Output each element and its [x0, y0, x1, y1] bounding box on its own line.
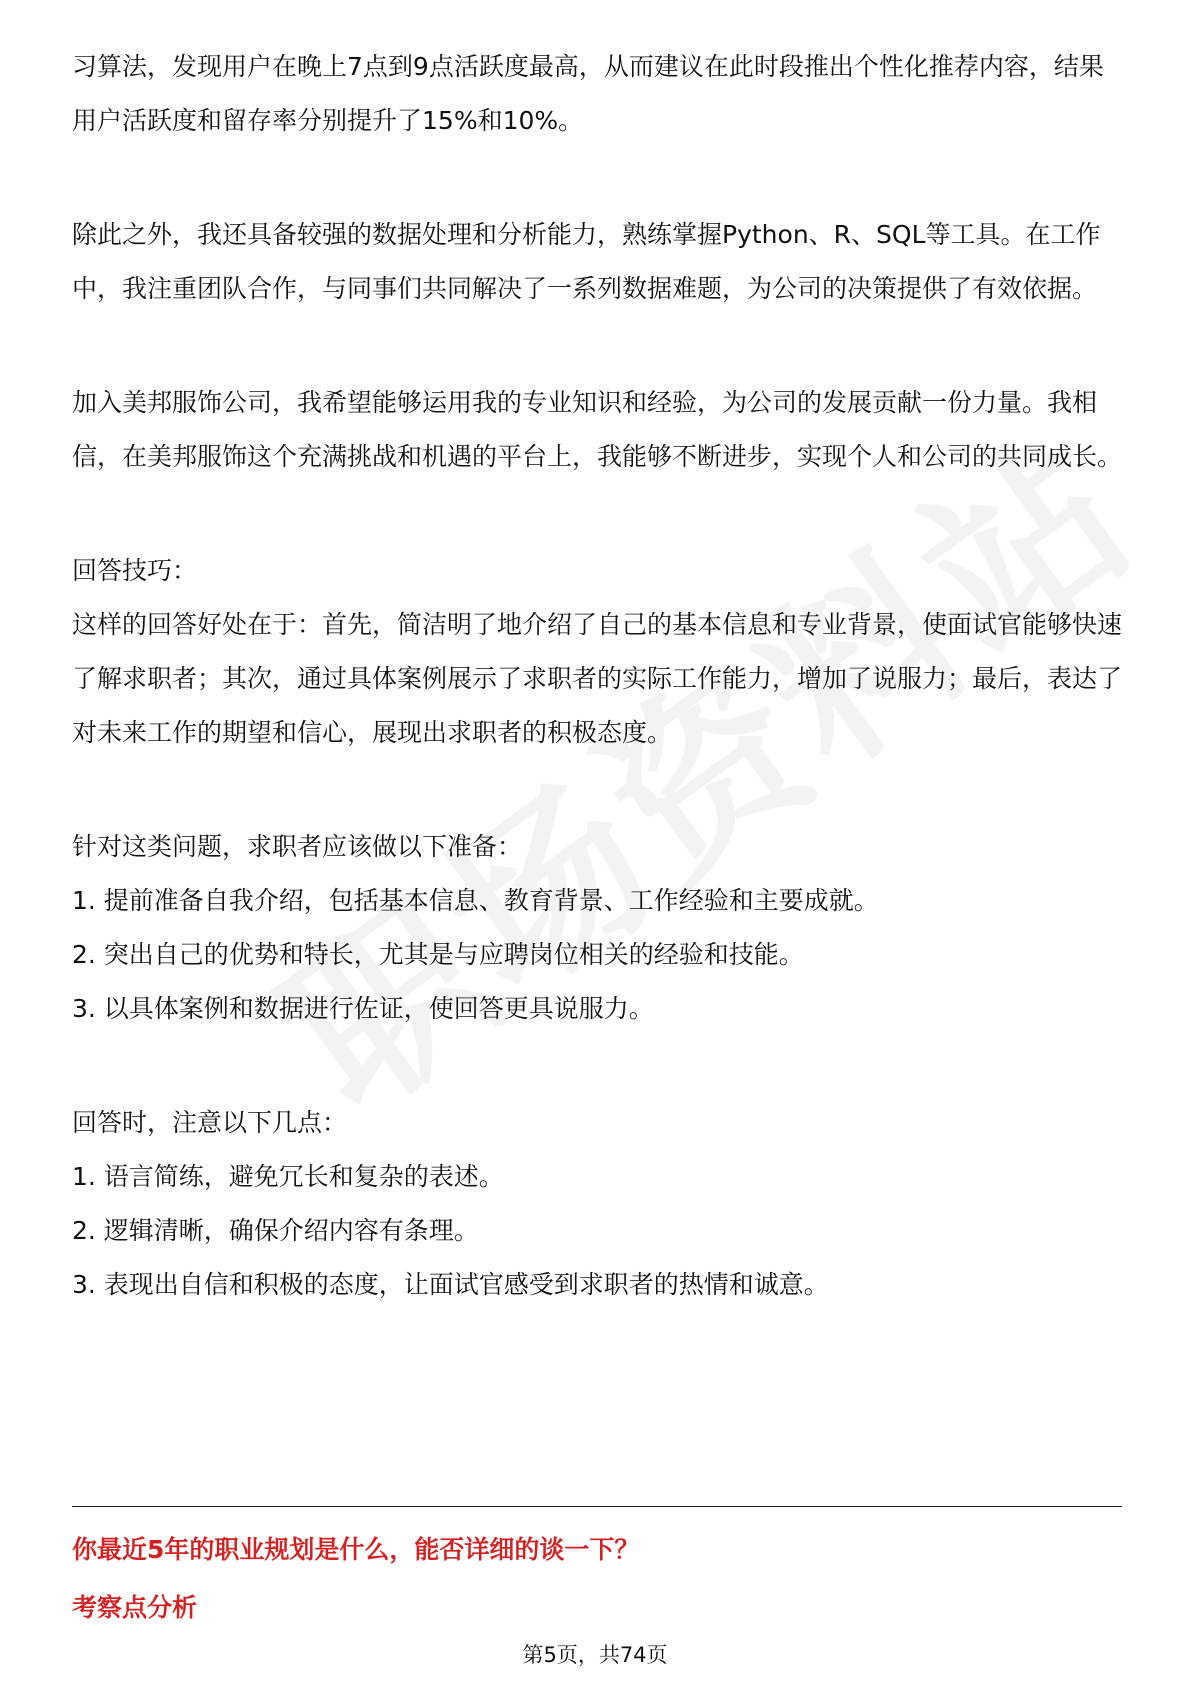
main-content	[72, 40, 1122, 1372]
tips-heading: 回答技巧：	[72, 556, 198, 585]
next-question-title: 你最近5年的职业规划是什么，能否详细的谈一下？	[72, 1535, 640, 1564]
paragraph-skills: 除此之外，我还具备较强的数据处理和分析能力，熟练掌握Python、R、SQL等工具。在工作中，我注重团队合作，与同事们共同解决了一系列数据难题，为公司的决策提供了有效依据。	[72, 220, 1101, 303]
attention-heading: 回答时，注意以下几点：	[72, 1108, 348, 1137]
paragraph-motivation: 加入美邦服饰公司，我希望能够运用我的专业知识和经验，为公司的发展贡献一份力量。我相信，在美邦服饰这个充满挑战和机遇的平台上，我能够不断进步，实现个人和公司的共同成长。	[72, 388, 1123, 471]
section-divider	[72, 1506, 1122, 1507]
page-number: 第5页，共74页	[522, 1643, 668, 1667]
attention-section	[72, 1096, 1122, 1312]
list-item: 2. 突出自己的优势和特长，尤其是与应聘岗位相关的经验和技能。	[72, 940, 804, 969]
next-question-subtitle: 考察点分析	[72, 1593, 198, 1622]
list-item: 3. 以具体案例和数据进行佐证，使回答更具说服力。	[72, 994, 654, 1023]
list-item: 1. 提前准备自我介绍，包括基本信息、教育背景、工作经验和主要成就。	[72, 886, 879, 915]
list-item: 2. 逻辑清晰，确保介绍内容有条理。	[72, 1216, 479, 1245]
preparation-section	[72, 820, 1122, 1036]
paragraph-case-result: 习算法，发现用户在晚上7点到9点活跃度最高，从而建议在此时段推出个性化推荐内容，结果用户活跃度和留存率分别提升了15%和10%。	[72, 52, 1104, 135]
tips-text: 这样的回答好处在于：首先，简洁明了地介绍了自己的基本信息和专业背景，使面试官能够快速了解求职者；其次，通过具体案例展示了求职者的实际工作能力，增加了说服力；最后，表达了对未来工作的期望和信心，展现出求职者的积极态度。	[72, 610, 1123, 747]
list-item: 3. 表现出自信和积极的态度，让面试官感受到求职者的热情和诚意。	[72, 1270, 829, 1299]
list-item: 1. 语言简练，避免冗长和复杂的表述。	[72, 1162, 504, 1191]
tips-section	[72, 544, 1122, 760]
preparation-heading: 针对这类问题，求职者应该做以下准备：	[72, 832, 523, 861]
